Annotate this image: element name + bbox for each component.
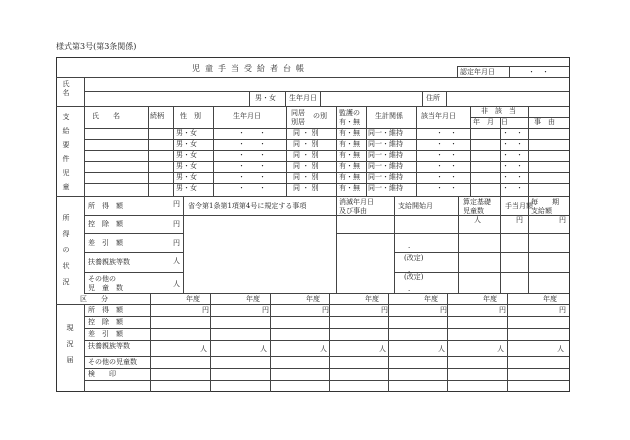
annual-dependents-persons: 人 (557, 345, 564, 353)
form-label: 様式第3号(第3条関係) (56, 42, 137, 51)
grid-line (84, 316, 569, 317)
annual-gross-yen: 円 (499, 306, 506, 314)
annual-gross-yen: 円 (322, 306, 329, 314)
income-dot-2: . (408, 266, 411, 274)
child-row-cohabit: 同 ・ 別 (293, 184, 319, 192)
child-row-custody: 有・無 (339, 162, 360, 170)
income-section-label: 所 得 の 状 況 (62, 214, 70, 286)
grid-line (458, 196, 459, 293)
applicant-name-label: 氏 名 (62, 80, 70, 97)
grid-line (336, 196, 337, 293)
grid-line (84, 304, 85, 392)
grid-line (84, 161, 569, 162)
annual-gross-yen: 円 (262, 306, 269, 314)
child-row-cohabit: 同 ・ 別 (293, 162, 319, 170)
child-row-livelihood: 同一・維持 (368, 151, 403, 159)
annual-year-label: 年度 (186, 295, 200, 303)
grid-line (84, 196, 85, 293)
grid-line (446, 91, 447, 106)
child-section-label: 支 給 要 件 児 童 (62, 113, 70, 191)
income-dependents-label: 扶養親族等数 (88, 258, 130, 266)
income-deduction-label: 控 除 額 (88, 220, 123, 228)
child-row-nonapplicable-date: ・ ・ (502, 129, 523, 137)
child-row-birth: ・ ・ (238, 140, 266, 148)
child-row-sex: 男・女 (176, 173, 197, 181)
child-header-ymd: 年 月 日 (473, 118, 508, 126)
grid-line (394, 252, 569, 253)
income-monthly-yen: 円 (516, 216, 523, 224)
annual-year-label: 年度 (483, 295, 497, 303)
annual-year-label: 年度 (246, 295, 260, 303)
annual-gross-yen: 円 (202, 306, 209, 314)
grid-line (84, 340, 569, 341)
income-revised-1: (改定) (404, 254, 424, 262)
child-row-birth: ・ ・ (238, 162, 266, 170)
income-dependents-persons: 人 (173, 257, 180, 265)
income-ordinance-label: 省令第1条第1項第4号に規定する事項 (188, 202, 307, 210)
child-header-birth: 生年月日 (233, 112, 261, 120)
child-row-birth: ・ ・ (238, 129, 266, 137)
annual-gross-yen: 円 (440, 306, 447, 314)
cert-date-label: 認定年月日 (460, 68, 495, 76)
child-header-cohabit: 同居 別居 (291, 109, 305, 126)
grid-line (84, 356, 569, 357)
grid-line (84, 183, 569, 184)
annual-row-label: 扶養親族等数 (88, 342, 130, 350)
child-header-cohabit-suffix: の別 (313, 112, 327, 120)
child-row-birth: ・ ・ (238, 151, 266, 159)
applicant-address-label: 住所 (426, 94, 440, 102)
grid-line (285, 91, 286, 106)
grid-line (183, 196, 184, 293)
annual-row-label: 検 印 (88, 370, 116, 378)
child-header-not-applicable: 非 該 当 (481, 107, 516, 115)
grid-line (388, 293, 389, 392)
child-row-custody: 有・無 (339, 184, 360, 192)
child-header-reason: 事 由 (534, 118, 555, 126)
grid-line (84, 368, 569, 369)
child-header-name: 氏 名 (92, 112, 120, 120)
grid-line (84, 328, 569, 329)
grid-line (447, 293, 448, 392)
grid-line (394, 196, 395, 293)
income-other-children-label: その他の 児 童 数 (88, 275, 123, 292)
annual-dependents-persons: 人 (497, 345, 504, 353)
grid-line (500, 196, 501, 293)
applicant-birth-label: 生年月日 (289, 94, 317, 102)
grid-line (336, 233, 569, 234)
grid-line (84, 172, 569, 173)
annual-gross-yen: 円 (381, 306, 388, 314)
child-row-custody: 有・無 (339, 129, 360, 137)
cert-date-value: ・ ・ (528, 68, 549, 76)
child-row-sex: 男・女 (176, 162, 197, 170)
child-row-nonapplicable-date: ・ ・ (502, 140, 523, 148)
child-row-birth: ・ ・ (238, 184, 266, 192)
child-row-livelihood: 同一・維持 (368, 129, 403, 137)
income-revised-2: (改定) (404, 273, 424, 281)
income-extinction-label: 消滅年月日 及び事由 (339, 198, 374, 215)
grid-line (329, 293, 330, 392)
child-header-relation: 続柄 (150, 112, 164, 120)
annual-year-label: 年度 (424, 295, 438, 303)
income-calc-base-label: 算定基礎 児童数 (463, 198, 491, 215)
annual-row-label: その他の児童数 (88, 358, 137, 366)
grid-line (457, 66, 569, 67)
grid-line (84, 380, 569, 381)
grid-line (528, 196, 529, 293)
income-other-children-persons: 人 (173, 280, 180, 288)
annual-section-label: 現 況 届 (66, 324, 74, 364)
income-dot-1: . (408, 242, 411, 250)
applicant-sex: 男・女 (255, 94, 276, 102)
child-row-livelihood: 同一・維持 (368, 184, 403, 192)
child-row-cohabit: 同 ・ 別 (293, 140, 319, 148)
child-row-applicable-date: ・ ・ (436, 173, 457, 181)
income-dot-3: . (408, 285, 411, 293)
annual-year-label: 年度 (365, 295, 379, 303)
income-net-label: 差 引 額 (88, 239, 123, 247)
grid-line (183, 215, 569, 216)
child-row-custody: 有・無 (339, 173, 360, 181)
grid-line (84, 252, 183, 253)
grid-line (150, 293, 151, 392)
grid-line (56, 196, 569, 197)
child-row-nonapplicable-date: ・ ・ (502, 151, 523, 159)
annual-dependents-persons: 人 (379, 345, 386, 353)
annual-dependents-persons: 人 (438, 345, 445, 353)
annual-row-label: 差 引 額 (88, 330, 123, 338)
annual-row-label: 控 除 額 (88, 318, 123, 326)
child-row-sex: 男・女 (176, 129, 197, 137)
grid-line (84, 272, 183, 273)
grid-line (507, 293, 508, 392)
child-header-applicable-date: 該当年月日 (421, 112, 456, 120)
form-title: 児童手当受給者台帳 (192, 64, 309, 73)
child-row-cohabit: 同 ・ 別 (293, 151, 319, 159)
child-row-applicable-date: ・ ・ (436, 151, 457, 159)
child-row-birth: ・ ・ (238, 173, 266, 181)
grid-line (509, 66, 510, 77)
grid-line (84, 139, 569, 140)
grid-line (210, 293, 211, 392)
grid-line (84, 293, 569, 294)
income-each-period-label: 毎 期 支給額 (531, 198, 559, 215)
child-row-livelihood: 同一・維持 (368, 140, 403, 148)
annual-year-label: 年度 (306, 295, 320, 303)
child-row-nonapplicable-date: ・ ・ (502, 173, 523, 181)
annual-dependents-persons: 人 (200, 345, 207, 353)
grid-line (249, 91, 250, 106)
annual-row-label: 所 得 額 (88, 306, 123, 314)
income-gross-yen: 円 (173, 200, 180, 208)
child-row-applicable-date: ・ ・ (436, 184, 457, 192)
annual-gross-yen: 円 (559, 306, 566, 314)
child-row-sex: 男・女 (176, 140, 197, 148)
income-monthly-label: 手当月額 (505, 202, 533, 210)
child-row-nonapplicable-date: ・ ・ (502, 184, 523, 192)
child-row-applicable-date: ・ ・ (436, 162, 457, 170)
child-row-custody: 有・無 (339, 151, 360, 159)
grid-line (84, 128, 569, 129)
child-header-custody: 監護の 有・無 (339, 109, 360, 126)
annual-year-label: 年度 (543, 295, 557, 303)
child-header-livelihood: 生計関係 (375, 112, 403, 120)
child-row-sex: 男・女 (176, 184, 197, 192)
child-row-applicable-date: ・ ・ (436, 140, 457, 148)
income-deduction-yen: 円 (173, 220, 180, 228)
income-net-yen: 円 (173, 239, 180, 247)
income-each-period-yen: 円 (559, 216, 566, 224)
child-row-cohabit: 同 ・ 別 (293, 129, 319, 137)
child-row-custody: 有・無 (339, 140, 360, 148)
child-row-sex: 男・女 (176, 151, 197, 159)
annual-division-label: 区 分 (80, 295, 108, 303)
grid-line (84, 215, 183, 216)
child-row-applicable-date: ・ ・ (436, 129, 457, 137)
annual-dependents-persons: 人 (320, 345, 327, 353)
child-header-sex: 性 別 (180, 112, 201, 120)
grid-line (422, 91, 423, 106)
income-gross-label: 所 得 額 (88, 202, 123, 210)
grid-line (457, 66, 458, 77)
grid-line (270, 293, 271, 392)
child-row-livelihood: 同一・維持 (368, 173, 403, 181)
grid-line (84, 150, 569, 151)
child-row-livelihood: 同一・維持 (368, 162, 403, 170)
child-row-nonapplicable-date: ・ ・ (502, 162, 523, 170)
grid-line (84, 304, 569, 305)
grid-line (84, 233, 183, 234)
annual-dependents-persons: 人 (260, 345, 267, 353)
grid-line (84, 91, 569, 92)
grid-line (320, 91, 321, 106)
income-start-month-label: 支給開始月 (398, 202, 433, 210)
child-row-cohabit: 同 ・ 別 (293, 173, 319, 181)
grid-line (56, 77, 569, 78)
income-calc-base-persons: 人 (474, 216, 481, 224)
